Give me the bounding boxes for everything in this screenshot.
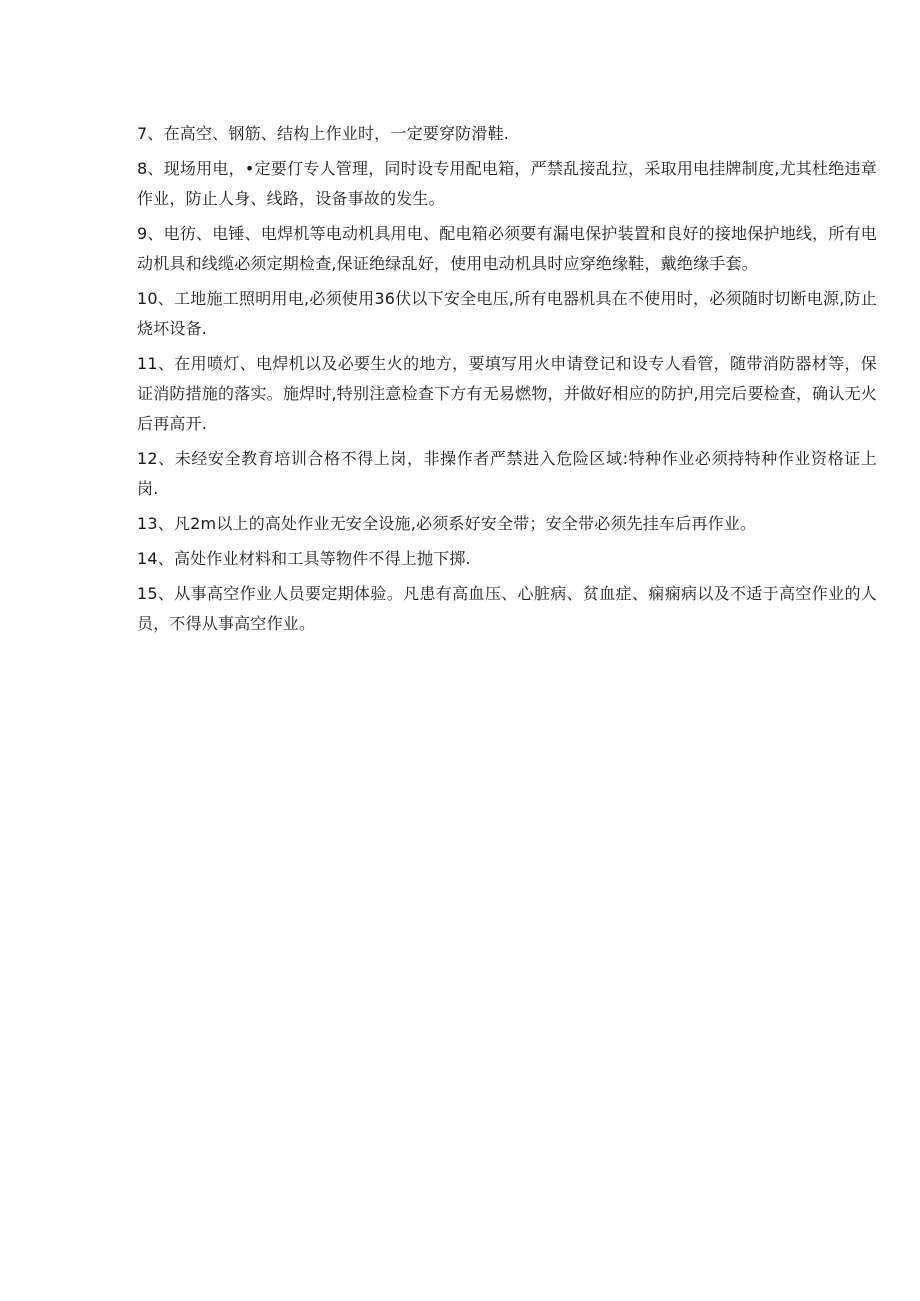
paragraph-item-8: 8、现场用电，•定要仃专人管理，同时设专用配电箱，严禁乱接乱拉，采取用电挂牌制度,尤其杜绝违章作业，防止人身、线路，设备事故的发生。 (137, 159, 877, 208)
paragraph-item-9: 9、电彷、电锤、电焊机等电动机具用电、配电箱必须要有漏电保护装置和良好的接地保护地线，所有电动机具和线缆必须定期检查,保证绝绿乱好，使用电动机具时应穿绝缘鞋，戴绝缘手套。 (137, 224, 877, 273)
paragraph-item-11: 11、在用喷灯、电焊机以及必要生火的地方，要填写用火申请登记和设专人看管，随带消防器材等，保证消防措施的落实。施焊时,特别注意检查下方有无易燃物，并做好相应的防护,用完后要检查，确认无火后再高开. (137, 354, 877, 433)
paragraph-item-15: 15、从事高空作业人员要定期体验。凡患有高血压、心脏病、贫血症、痫痫病以及不适于高空作业的人员，不得从事高空作业。 (137, 584, 877, 633)
paragraph-item-10: 10、工地施工照明用电,必须使用36伏以下安全电压,所有电器机具在不使用时，必须随时切断电源,防止烧坏设备. (137, 289, 877, 338)
paragraph-item-7: 7、在高空、钢筋、结构上作业时，一定要穿防滑鞋. (137, 124, 510, 143)
paragraph-item-12: 12、未经安全教育培训合格不得上岗，非操作者严禁进入危险区域:特种作业必须持特种作业资格证上岗. (137, 449, 877, 498)
paragraph-item-13: 13、凡2m以上的高处作业无安全设施,必须系好安全带；安全带必须先挂车后再作业。 (137, 514, 757, 533)
paragraph-item-14: 14、高处作业材料和工具等物件不得上抛下掷. (137, 549, 471, 568)
document-body (137, 119, 877, 644)
